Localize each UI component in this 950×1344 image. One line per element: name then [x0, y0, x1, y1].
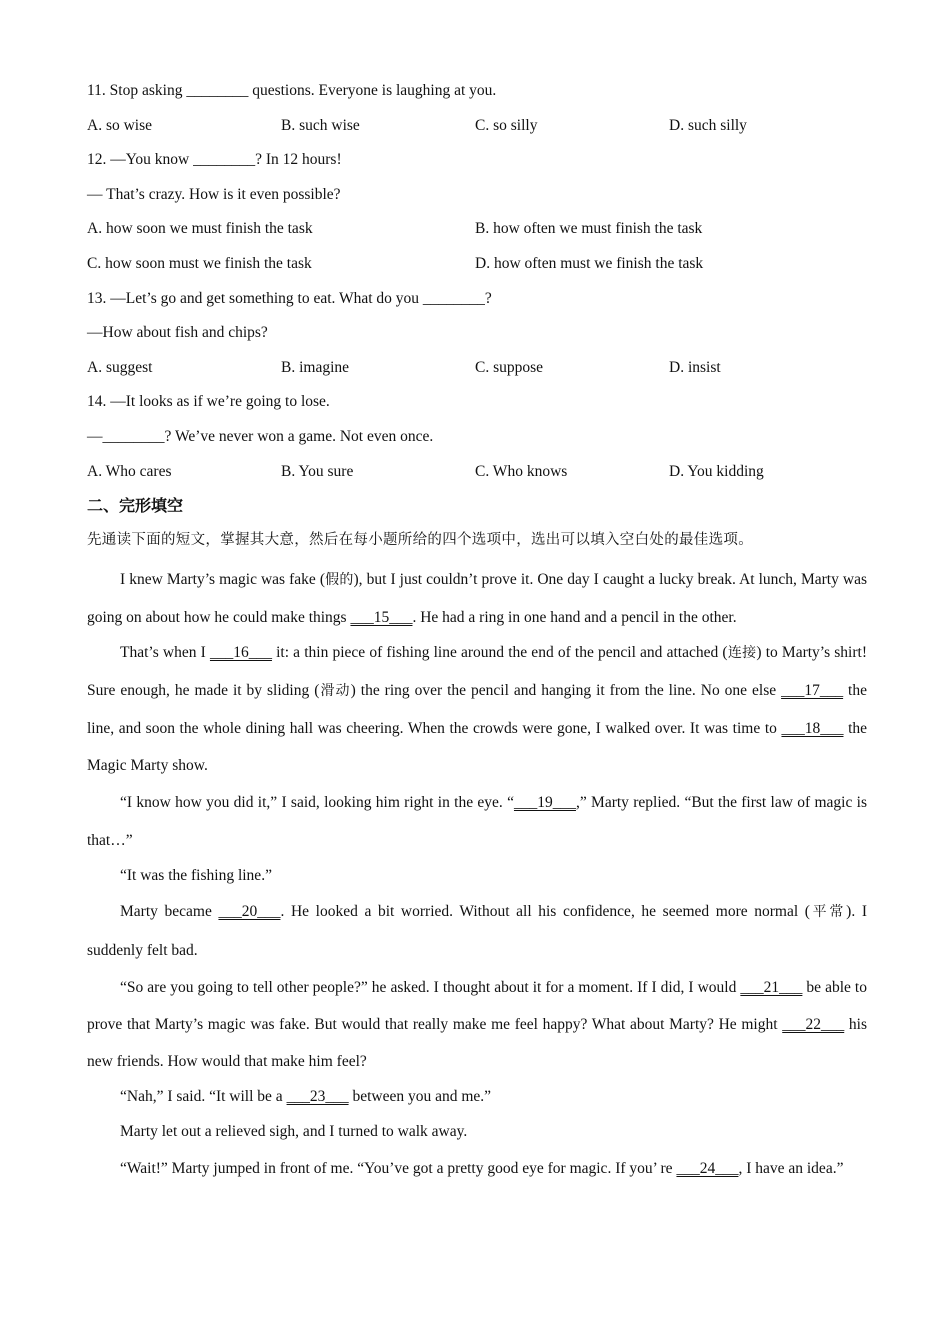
option-b[interactable]: B. You sure — [281, 462, 354, 480]
question-11-stem: 11. Stop asking ________ questions. Everyone is laughing at you. — [87, 82, 497, 99]
option-a[interactable]: A. suggest — [87, 358, 153, 376]
blank-19[interactable]: ___19___ — [513, 794, 576, 812]
option-c[interactable]: C. Who knows — [475, 462, 568, 480]
question-13-reply: —How about fish and chips? — [87, 324, 268, 342]
question-12-options-row1 — [87, 216, 867, 251]
question-12-options-row2 — [87, 251, 867, 286]
passage-paragraph-6: “So are you going to tell other people?” he asked. I thought about it for a moment. If I did, I would ___21___ be able to prove that Marty’s magic was fake. But would that really make me feel happy? What about Marty? He might ___22___ his new friends. How would that make him feel? — [87, 978, 867, 1071]
blank-24[interactable]: ___24___ — [676, 1159, 739, 1177]
question-13-options — [87, 355, 867, 390]
question-14-options — [87, 459, 867, 494]
option-b[interactable]: B. how often we must finish the task — [475, 220, 703, 238]
passage-paragraph-3: “I know how you did it,” I said, looking him right in the eye. “___19___,” Marty replied. “But the first law of magic is that…” — [87, 794, 867, 849]
option-a[interactable]: A. so wise — [87, 116, 153, 134]
blank-18[interactable]: ___18___ — [781, 719, 844, 737]
option-d[interactable]: D. insist — [669, 358, 721, 376]
blank-17[interactable]: ___17___ — [781, 681, 844, 699]
option-d[interactable]: D. You kidding — [669, 462, 764, 480]
blank-15[interactable]: ___15___ — [350, 609, 413, 627]
passage-paragraph-9: “Wait!” Marty jumped in front of me. “You’ve got a pretty good eye for magic. If you’ re ___24___, I have an idea.” — [120, 1159, 844, 1177]
option-a[interactable]: A. Who cares — [87, 462, 172, 480]
question-12-stem: 12. —You know ________? In 12 hours! — [87, 151, 342, 169]
question-14-reply: —________? We’ve never won a game. Not even once. — [87, 427, 434, 445]
question-12-reply: — That’s crazy. How is it even possible? — [87, 185, 341, 203]
blank-20[interactable]: ___20___ — [218, 903, 281, 921]
passage-paragraph-5: Marty became ___20___. He looked a bit worried. Without all his confidence, he seemed more normal (平常). I suddenly felt bad. — [87, 903, 867, 959]
option-c[interactable]: C. suppose — [475, 358, 544, 376]
option-a[interactable]: A. how soon we must finish the task — [87, 220, 313, 238]
question-14-stem: 14. —It looks as if we’re going to lose. — [87, 393, 330, 411]
passage-paragraph-7: “Nah,” I said. “It will be a ___23___ between you and me.” — [120, 1088, 492, 1106]
option-b[interactable]: B. imagine — [281, 358, 350, 376]
option-d[interactable]: D. how often must we finish the task — [475, 254, 704, 272]
option-c[interactable]: C. how soon must we finish the task — [87, 254, 312, 272]
blank-21[interactable]: ___21___ — [740, 978, 803, 996]
blank-22[interactable]: ___22___ — [782, 1015, 845, 1033]
blank-16[interactable]: ___16___ — [209, 643, 272, 661]
section-instruction: 先通读下面的短文，掌握其大意，然后在每小题所给的四个选项中，选出可以填入空白处的最佳选项。 — [87, 532, 753, 549]
blank-23[interactable]: ___23___ — [286, 1088, 349, 1106]
document-page — [87, 78, 867, 1187]
option-b[interactable]: B. such wise — [281, 116, 360, 134]
passage-paragraph-8: Marty let out a relieved sigh, and I turned to walk away. — [120, 1122, 468, 1140]
question-13-stem: 13. —Let’s go and get something to eat. What do you ________? — [87, 289, 492, 307]
section-title: 二、完形填空 — [87, 496, 184, 516]
passage-paragraph-2: That’s when I ___16___ it: a thin piece of fishing line around the end of the pencil and attached (连接) to Marty’s shirt! Sure enough, he made it by sliding (滑动) the ring over the pencil and hanging it from the line. No one else ___17___ the line, and soon the whole dining hall was cheering. When the crowds were gone, I walked over. It was time to ___18___ the Magic Marty show. — [87, 643, 867, 775]
passage-paragraph-1: I knew Marty’s magic was fake (假的), but I just couldn’t prove it. One day I caught a lucky break. At lunch, Marty was going on about how he could make things ___15___. He had a ring in one hand and a pencil in the other. — [87, 571, 867, 627]
option-d[interactable]: D. such silly — [669, 116, 747, 134]
question-11-options — [87, 113, 867, 148]
option-c[interactable]: C. so silly — [475, 116, 538, 134]
passage-paragraph-4: “It was the fishing line.” — [120, 866, 272, 884]
